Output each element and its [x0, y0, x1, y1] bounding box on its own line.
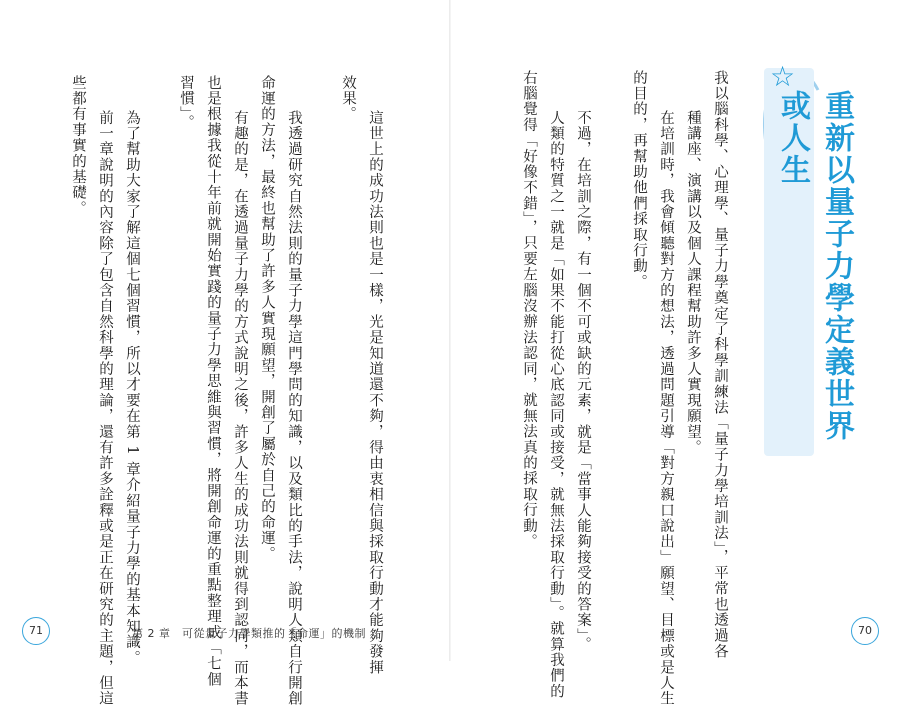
running-footer: 第 2 章 可從量子力學類推的「命運」的機制 [132, 627, 366, 640]
right-col-7: 右腦覺得「好像不錯」，只要左腦沒辦法認同，就無法真的採取行動。 [521, 70, 537, 550]
page-gutter [449, 0, 451, 661]
right-col-4: 的目的，再幫助他們採取行動。 [631, 70, 647, 290]
left-col-7: 習慣」。 [178, 75, 194, 131]
right-col-1: 我以腦科學、心理學、量子力學奠定了科學訓練法「量子力學培訓法」，平常也透過各 [712, 70, 728, 660]
left-col-5: 有趣的是，在透過量子力學的方式說明之後，許多人生的成功法則就得到認同，而本書 [232, 110, 248, 707]
page-number-right: 70 [851, 617, 879, 645]
chapter-section-title [760, 60, 854, 460]
left-col-3: 我透過研究自然法則的量子力學這門學問的知識，以及類比的手法，說明人類自行開創 [286, 110, 302, 707]
right-col-6: 人類的特質之一就是「如果不能打從心底認同或接受，就無法採取行動」。就算我們的 [548, 110, 564, 700]
section-title: 重新以量子力學定義世界或人生 [775, 90, 854, 442]
left-col-10: 些都有事實的基礎。 [70, 75, 86, 217]
right-col-5: 不過，在培訓之際，有一個不可或缺的元素，就是「當事人能夠接受的答案」。 [575, 110, 591, 653]
right-col-2: 種講座、演講以及個人課程幫助許多人實現願望。 [685, 110, 701, 456]
left-col-2: 效果。 [340, 75, 356, 123]
page-number-left: 71 [22, 617, 50, 645]
star-icon: ☆ [770, 60, 796, 93]
left-col-1: 這世上的成功法則也是一樣，光是知道還不夠，得由衷相信與採取行動才能夠發揮 [367, 110, 383, 676]
left-col-9: 前一章說明的內容除了包含自然科學的理論，還有許多詮釋或是正在研究的主題，但這 [97, 110, 113, 707]
left-col-8: 為了幫助大家了解這個七個習慣，所以才要在第 1 章介紹量子力學的基本知識。 [124, 110, 140, 666]
left-col-4: 命運的方法，最終也幫助了許多人實現願望，開創了屬於自己的命運。 [259, 75, 275, 562]
right-col-3: 在培訓時，我會傾聽對方的想法，透過問題引導「對方親口說出」願望、目標或是人生 [658, 110, 674, 707]
left-col-6: 也是根據我從十年前就開始實踐的量子力學思維與習慣，將開創命運的重點整理成「七個 [205, 75, 221, 688]
